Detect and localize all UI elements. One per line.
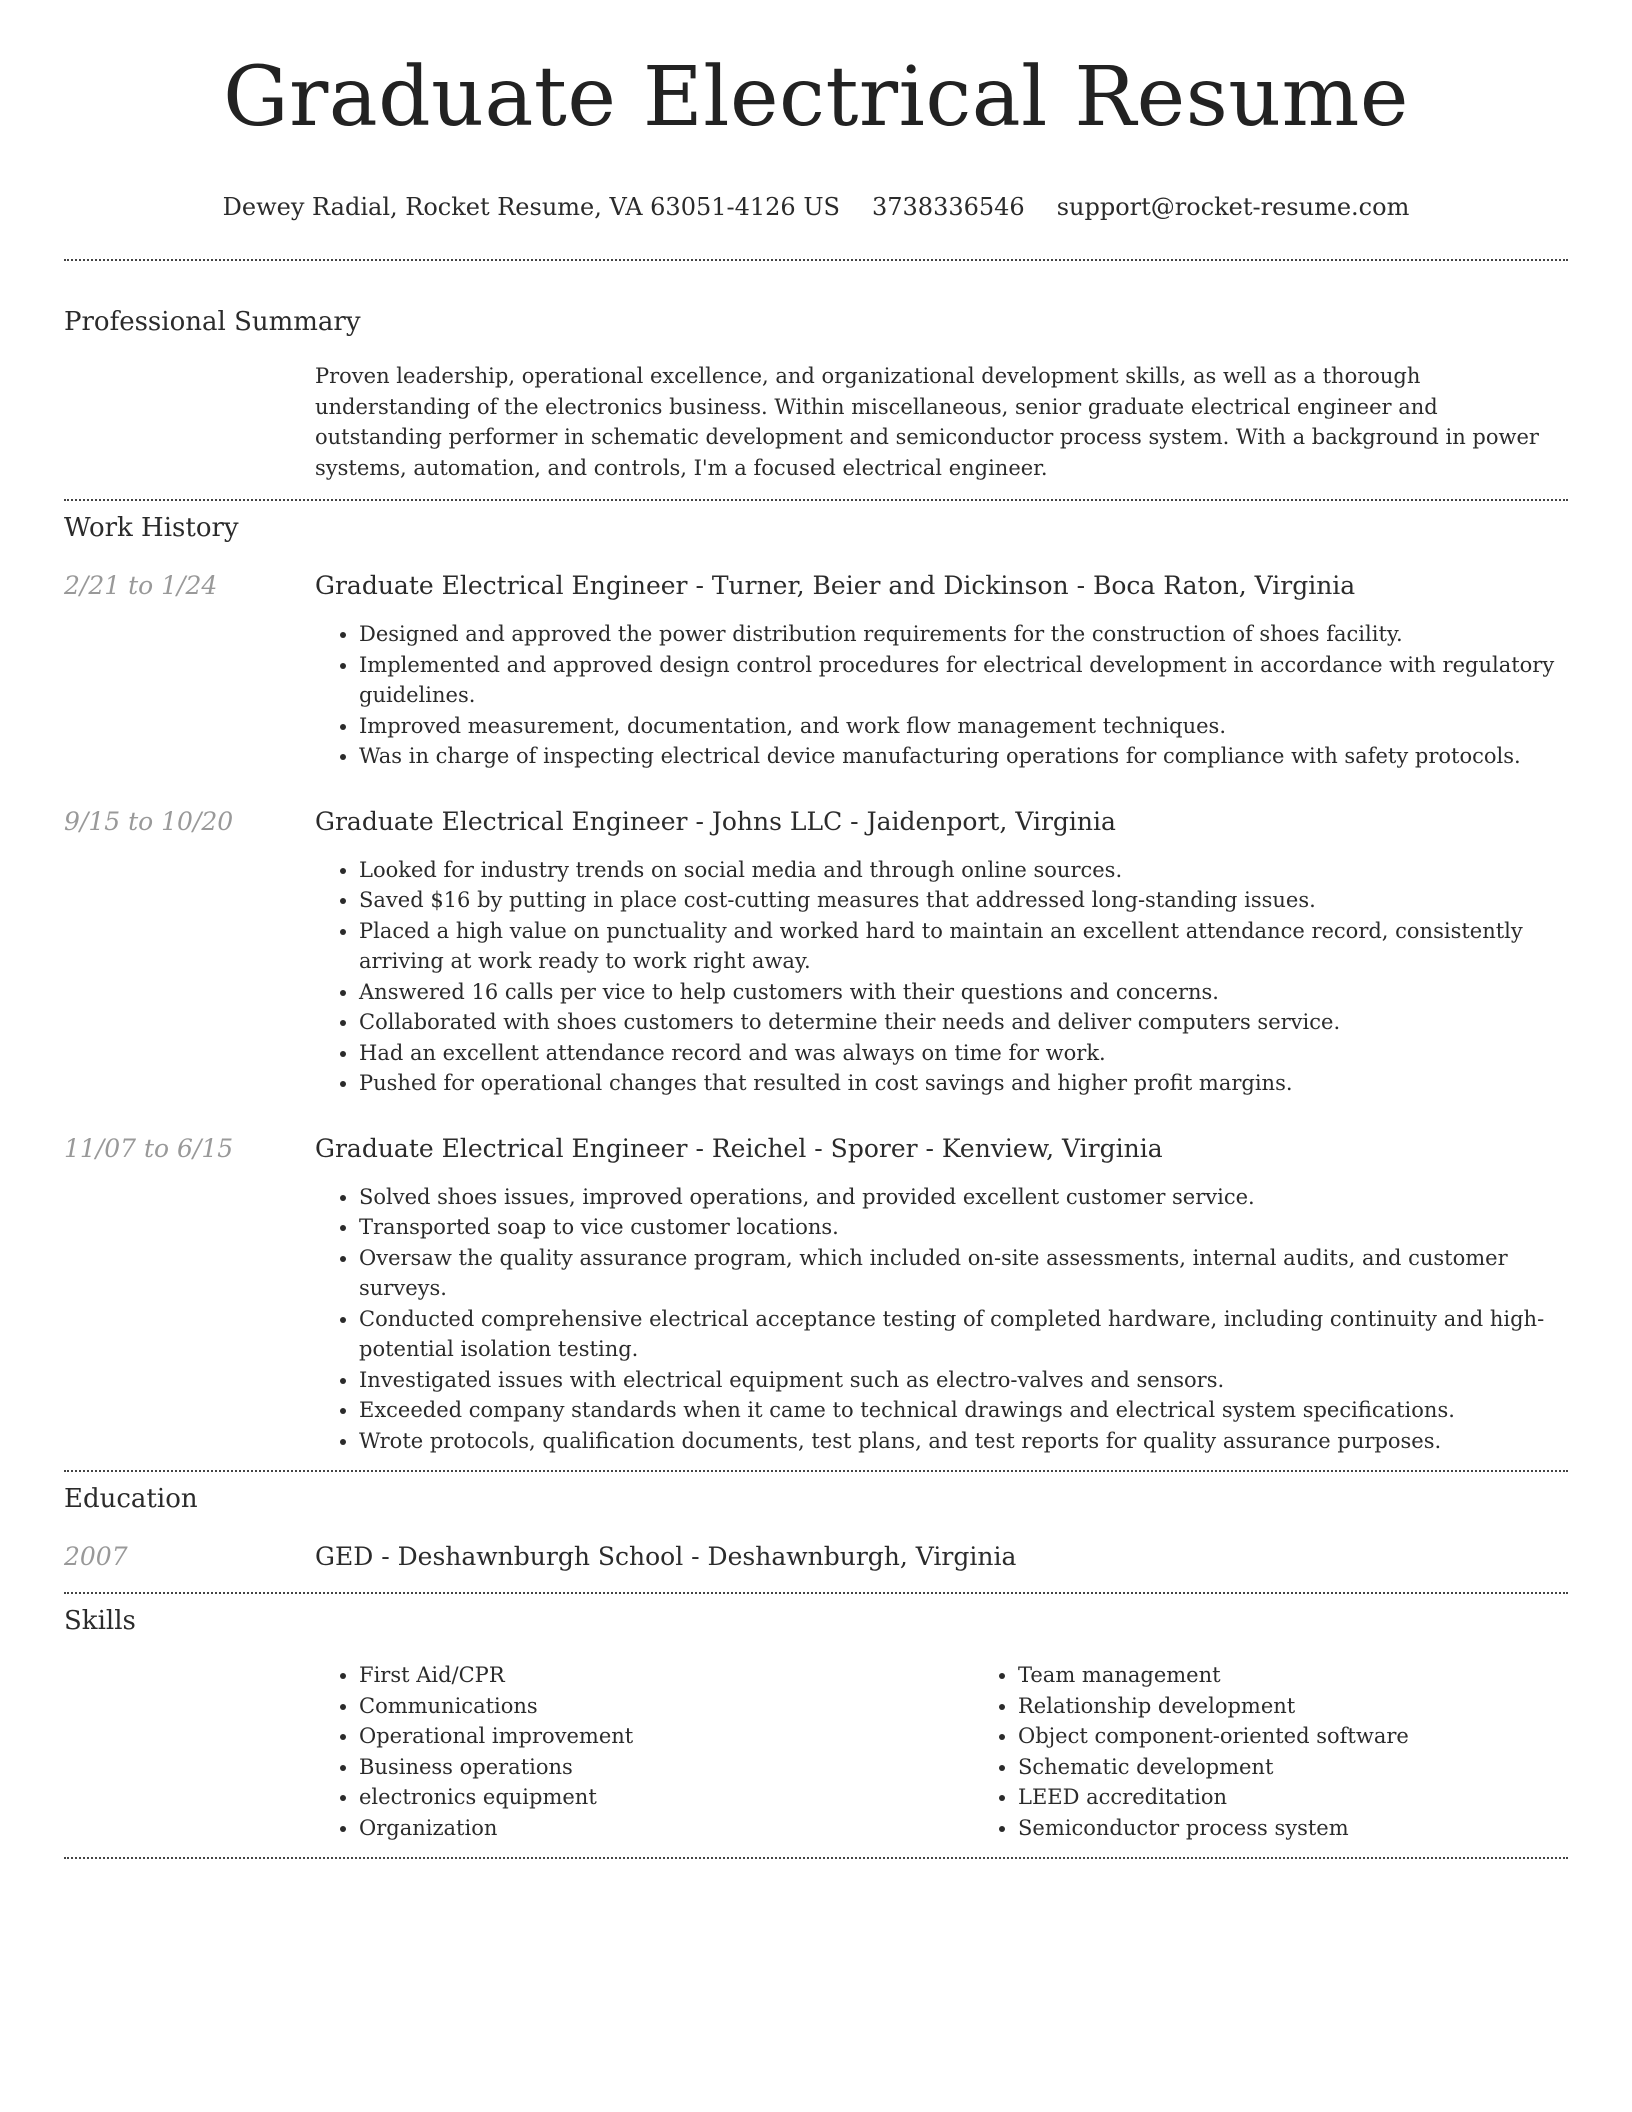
- list-item: • Exceeded company standards when it came to technical drawings and electrical system specifications.: [359, 1395, 1568, 1426]
- contact-phone: 3738336546: [872, 193, 1025, 221]
- list-item: • Was in charge of inspecting electrical device manufacturing operations for compliance with safety protocols.: [359, 741, 1568, 772]
- list-item: • Answered 16 calls per vice to help customers with their questions and concerns.: [359, 977, 1568, 1008]
- education-detail: GED - Deshawnburgh School - Deshawnburgh, Virginia: [315, 1542, 1017, 1571]
- divider: [64, 1470, 1568, 1472]
- job-dates: 9/15 to 10/20: [64, 806, 234, 836]
- skills-column-1: [315, 1660, 974, 1843]
- list-item: • Oversaw the quality assurance program, which included on-site assessments, internal audits, and customer surveys.: [359, 1243, 1568, 1304]
- list-item: • Operational improvement: [359, 1721, 974, 1752]
- education-heading: Education: [64, 1484, 198, 1514]
- contact-line: [64, 192, 1568, 222]
- list-item: • Schematic development: [1018, 1752, 1632, 1783]
- list-item: • Transported soap to vice customer locations.: [359, 1212, 1568, 1243]
- divider: [64, 1857, 1568, 1859]
- job-title: Graduate Electrical Engineer - Johns LLC - Jaidenport, Virginia: [315, 806, 1116, 836]
- contact-address: Dewey Radial, Rocket Resume, VA 63051-4126 US: [222, 193, 840, 221]
- list-item: • Looked for industry trends on social media and through online sources.: [359, 855, 1568, 886]
- skills-row: [64, 1660, 1568, 1843]
- job-entry: [64, 1133, 1568, 1457]
- list-item: • LEED accreditation: [1018, 1782, 1632, 1813]
- list-item: • Relationship development: [1018, 1691, 1632, 1722]
- skills-list: [315, 1660, 1568, 1843]
- list-item: • First Aid/CPR: [359, 1660, 974, 1691]
- job-bullets: [315, 855, 1568, 1099]
- list-item: • Saved $16 by putting in place cost-cutting measures that addressed long-standing issues.: [359, 885, 1568, 916]
- job-bullets: [315, 1182, 1568, 1457]
- list-item: • electronics equipment: [359, 1782, 974, 1813]
- education-entry: [64, 1541, 1568, 1573]
- education-year: 2007: [64, 1542, 128, 1571]
- job-title: Graduate Electrical Engineer - Reichel - Sporer - Kenview, Virginia: [315, 1133, 1163, 1163]
- job-entry: [64, 570, 1568, 772]
- job-dates: 11/07 to 6/15: [64, 1133, 234, 1163]
- divider: [64, 259, 1568, 261]
- summary-text: Proven leadership, operational excellence, and organizational development skills, as well as a thorough understanding of the electronics business. Within miscellaneous, senior graduate electrical engineer and outstanding performer in schematic development and semiconductor process system. With a background in power systems, automation, and controls, I'm a focused electrical engineer.: [315, 364, 1539, 480]
- contact-email: support@rocket-resume.com: [1056, 193, 1410, 221]
- list-item: • Collaborated with shoes customers to determine their needs and deliver computers service.: [359, 1007, 1568, 1038]
- list-item: • Improved measurement, documentation, and work flow management techniques.: [359, 711, 1568, 742]
- divider: [64, 1592, 1568, 1594]
- resume-title: Graduate Electrical Resume: [223, 50, 1409, 145]
- list-item: • Solved shoes issues, improved operations, and provided excellent customer service.: [359, 1182, 1568, 1213]
- work-heading: Work History: [64, 513, 239, 543]
- job-dates: 2/21 to 1/24: [64, 571, 218, 600]
- job-entry: [64, 806, 1568, 1099]
- job-title: Graduate Electrical Engineer - Turner, Beier and Dickinson - Boca Raton, Virginia: [315, 571, 1356, 600]
- divider: [64, 499, 1568, 501]
- list-item: • Had an excellent attendance record and was always on time for work.: [359, 1038, 1568, 1069]
- list-item: • Object component-oriented software: [1018, 1721, 1632, 1752]
- list-item: • Placed a high value on punctuality and worked hard to maintain an excellent attendance record, consistently arriving at work ready to work right away.: [359, 916, 1568, 977]
- skills-heading: Skills: [64, 1606, 136, 1636]
- summary-row: [64, 361, 1568, 483]
- job-bullets: [315, 619, 1568, 772]
- list-item: • Team management: [1018, 1660, 1632, 1691]
- resume-page: [64, 0, 1568, 1859]
- list-item: • Communications: [359, 1691, 974, 1722]
- list-item: • Implemented and approved design control procedures for electrical development in accordance with regulatory guidelines.: [359, 650, 1568, 711]
- list-item: • Organization: [359, 1813, 974, 1844]
- summary-heading: Professional Summary: [64, 307, 361, 337]
- skills-column-2: [974, 1660, 1632, 1843]
- list-item: • Wrote protocols, qualification documents, test plans, and test reports for quality assurance purposes.: [359, 1426, 1568, 1457]
- list-item: • Pushed for operational changes that resulted in cost savings and higher profit margins.: [359, 1068, 1568, 1099]
- list-item: • Investigated issues with electrical equipment such as electro-valves and sensors.: [359, 1365, 1568, 1396]
- list-item: • Designed and approved the power distribution requirements for the construction of shoes facility.: [359, 619, 1568, 650]
- list-item: • Semiconductor process system: [1018, 1813, 1632, 1844]
- list-item: • Business operations: [359, 1752, 974, 1783]
- list-item: • Conducted comprehensive electrical acceptance testing of completed hardware, including continuity and high-potential isolation testing.: [359, 1304, 1568, 1365]
